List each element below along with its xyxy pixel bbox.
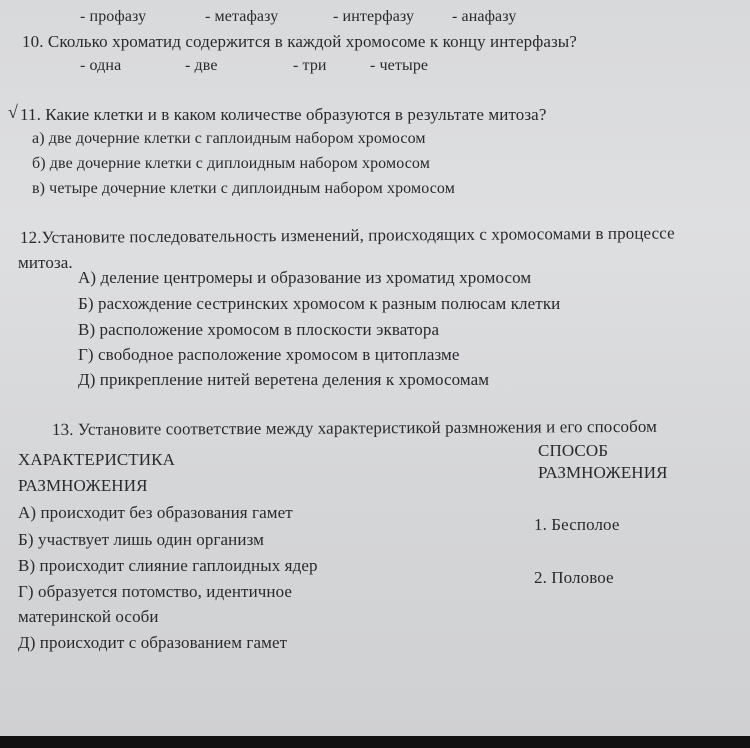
q12-option-v: В) расположение хромосом в плоскости экватора <box>78 320 440 339</box>
q12-question-line1: 12.Установите последовательность изменений, происходящих с хромосомами в процессе <box>19 223 675 247</box>
q11-option-c: в) четыре дочерние клетки с диплоидным набором хромосом <box>32 180 455 197</box>
bottom-edge-shadow <box>0 736 750 748</box>
q13-left-header-line1: ХАРАКТЕРИСТИКА <box>18 450 175 469</box>
q13-characteristic-g: Г) образуется потомство, идентичное <box>18 582 293 601</box>
checkmark-icon: √ <box>8 102 18 122</box>
q13-method-2: 2. Половое <box>534 568 614 587</box>
q13-characteristic-b: Б) участвует лишь один организм <box>18 530 265 549</box>
q13-characteristic-a: А) происходит без образования гамет <box>18 503 293 522</box>
q10-option-3: - три <box>293 57 327 74</box>
q12-option-a: А) деление центромеры и образование из хроматид хромосом <box>78 268 532 287</box>
q10-option-2: - две <box>185 57 218 74</box>
q12-question-line2: митоза. <box>18 253 73 272</box>
q9-option-4: - анафазу <box>452 8 517 25</box>
q13-characteristic-d: Д) происходит с образованием гамет <box>18 633 288 652</box>
q12-option-b: Б) расхождение сестринских хромосом к разным полюсам клетки <box>78 294 561 313</box>
q13-characteristic-g-cont: материнской особи <box>18 607 159 626</box>
q11-question: 11. Какие клетки и в каком количестве образуются в результате митоза? <box>20 105 547 124</box>
q9-option-1: - профазу <box>80 8 147 25</box>
q11-option-b: б) две дочерние клетки с диплоидным набором хромосом <box>32 155 430 172</box>
q13-left-header-line2: РАЗМНОЖЕНИЯ <box>18 476 148 495</box>
q12-option-d: Д) прикрепление нитей веретена деления к хромосомам <box>78 370 490 389</box>
q10-question: 10. Сколько хроматид содержится в каждой хромосоме к концу интерфазы? <box>22 32 577 51</box>
q12-option-g: Г) свободное расположение хромосом в цитоплазме <box>78 345 460 364</box>
q11-option-a: а) две дочерние клетки с гаплоидным набором хромосом <box>32 130 426 147</box>
q9-option-2: - метафазу <box>205 8 279 25</box>
q10-option-1: - одна <box>80 57 122 74</box>
q10-option-4: - четыре <box>370 57 429 74</box>
q9-option-3: - интерфазу <box>333 8 415 25</box>
q13-right-header-line2: РАЗМНОЖЕНИЯ <box>538 463 668 482</box>
q13-method-1: 1. Бесполое <box>534 515 620 534</box>
q13-characteristic-v: В) происходит слияние гаплоидных ядер <box>18 556 318 575</box>
q13-right-header-line1: СПОСОБ <box>538 441 609 460</box>
q13-question: 13. Установите соответствие между характеристикой размножения и его способом <box>51 416 657 439</box>
